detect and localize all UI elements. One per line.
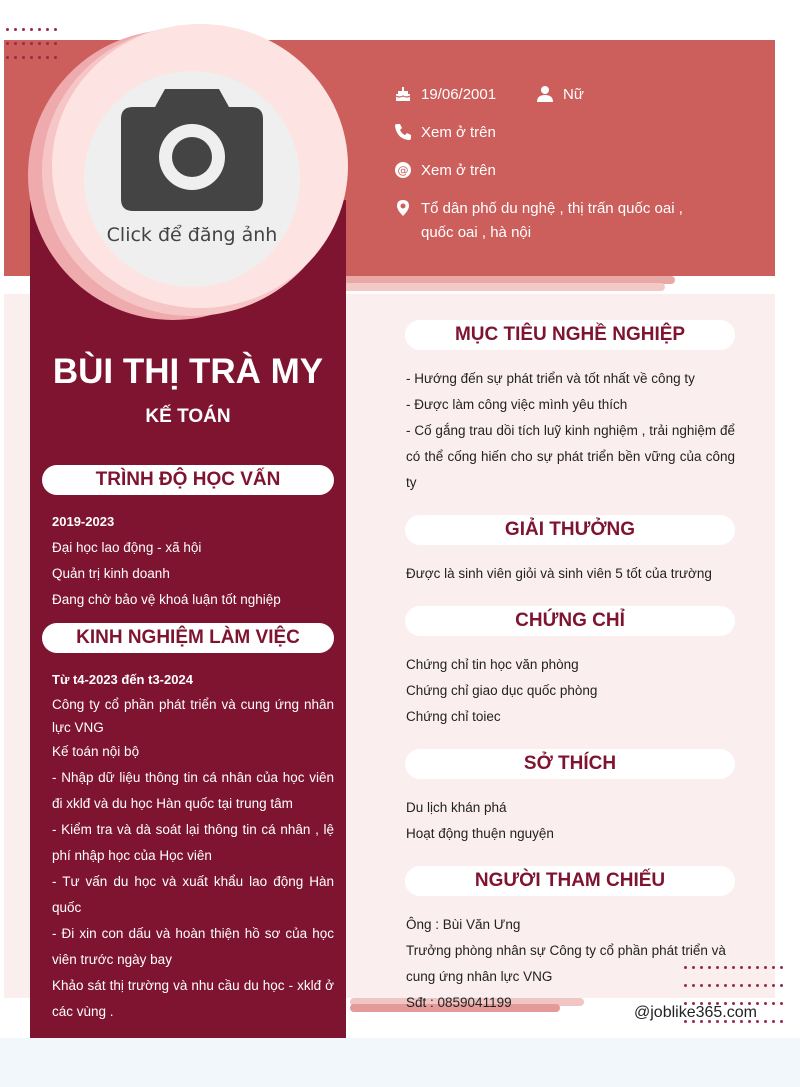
- contact-gender: [536, 83, 616, 107]
- certificates-section: [406, 652, 735, 730]
- education-section: [52, 509, 334, 613]
- experience-company: Công ty cổ phần phát triển và cung ứng nhân lực VNG: [52, 697, 334, 735]
- contact-address: [394, 197, 734, 247]
- photo-upload-button[interactable]: [84, 71, 300, 287]
- experience-role: Kế toán nội bộ: [52, 744, 140, 759]
- references-section: [406, 912, 735, 1016]
- hobbies-section: [406, 795, 735, 847]
- decor-dots-top-left: [6, 28, 66, 64]
- contact-email: [394, 159, 544, 183]
- experience-duty: - Nhập dữ liệu thông tin cá nhân của học viên đi xklđ và du học Hàn quốc tại trung tâm: [52, 770, 334, 811]
- objective-heading: MỤC TIÊU NGHỀ NGHIỆP: [405, 320, 735, 350]
- address-line-2: quốc oai , hà nội: [421, 224, 532, 241]
- photo-caption: Click để đăng ảnh: [106, 224, 278, 246]
- certificate-line: Chứng chỉ giao dục quốc phòng: [406, 683, 598, 698]
- birthday-text: 19/06/2001: [421, 86, 497, 103]
- contact-birthday: [394, 83, 544, 107]
- experience-section: [52, 667, 334, 1025]
- at-icon: [394, 161, 412, 179]
- education-heading: TRÌNH ĐỘ HỌC VẤN: [42, 465, 334, 495]
- experience-period: Từ t4-2023 đến t3-2024: [52, 672, 193, 687]
- experience-heading: KINH NGHIỆM LÀM VIỆC: [42, 623, 334, 653]
- address-line-1: Tổ dân phố du nghệ , thị trấn quốc oai ,: [421, 200, 683, 217]
- objective-line: - Cố gắng trau dồi tích luỹ kinh nghiệm , trải nghiệm để có thể cống hiến cho sự phát triển bền vững của công ty: [406, 423, 735, 490]
- camera-icon: [119, 87, 265, 218]
- job-title: KẾ TOÁN: [145, 406, 231, 427]
- reference-line: Ông : Bùi Văn Ưng: [406, 917, 521, 932]
- person-icon: [536, 85, 554, 103]
- certificate-line: Chứng chỉ toiec: [406, 709, 501, 724]
- certificates-heading: CHỨNG CHỈ: [405, 606, 735, 636]
- reference-line: Sđt : 0859041199: [406, 995, 512, 1010]
- page-footer-band: [0, 1038, 800, 1087]
- awards-heading: GIẢI THƯỞNG: [405, 515, 735, 545]
- watermark: @joblike365.com: [634, 1004, 757, 1021]
- objective-line: - Được làm công việc mình yêu thích: [406, 397, 628, 412]
- awards-section: [406, 561, 735, 587]
- education-period: 2019-2023: [52, 514, 115, 529]
- svg-text:@: @: [397, 164, 409, 177]
- education-line: Đang chờ bảo vệ khoá luận tốt nghiệp: [52, 592, 281, 607]
- gender-text: Nữ: [563, 86, 584, 103]
- experience-duty: - Tư vấn du học và xuất khẩu lao động Hàn quốc: [52, 874, 334, 915]
- cake-icon: [394, 85, 412, 103]
- decor-bar: [330, 283, 665, 291]
- hobby-line: Du lịch khán phá: [406, 800, 507, 815]
- experience-duty: - Kiểm tra và dà soát lại thông tin cá nhân , lệ phí nhập học của Học viên: [52, 822, 334, 863]
- reference-line: Trưởng phòng nhân sự Công ty cổ phần phát triển và cung ứng nhân lực VNG: [406, 943, 726, 984]
- email-text: Xem ở trên: [421, 162, 496, 179]
- award-line: Được là sinh viên giỏi và sinh viên 5 tốt của trường: [406, 566, 712, 581]
- education-line: Quản trị kinh doanh: [52, 566, 170, 581]
- experience-duty: - Đi xin con dấu và hoàn thiện hồ sơ của học viên trước ngày bay: [52, 926, 334, 967]
- phone-text: Xem ở trên: [421, 124, 496, 141]
- phone-icon: [394, 123, 412, 141]
- hobby-line: Hoạt động thuện nguyện: [406, 826, 554, 841]
- experience-duty: Khảo sát thị trường và nhu cầu du học - xklđ ở các vùng .: [52, 978, 334, 1019]
- objective-section: [406, 366, 735, 496]
- certificate-line: Chứng chỉ tin học văn phòng: [406, 657, 579, 672]
- candidate-name: BÙI THỊ TRÀ MY: [52, 352, 324, 391]
- contact-phone: [394, 121, 544, 145]
- references-heading: NGƯỜI THAM CHIẾU: [405, 866, 735, 896]
- hobbies-heading: SỞ THÍCH: [405, 749, 735, 779]
- objective-line: - Hướng đến sự phát triển và tốt nhất về công ty: [406, 371, 695, 386]
- education-line: Đại học lao động - xã hội: [52, 540, 202, 555]
- location-pin-icon: [394, 199, 412, 217]
